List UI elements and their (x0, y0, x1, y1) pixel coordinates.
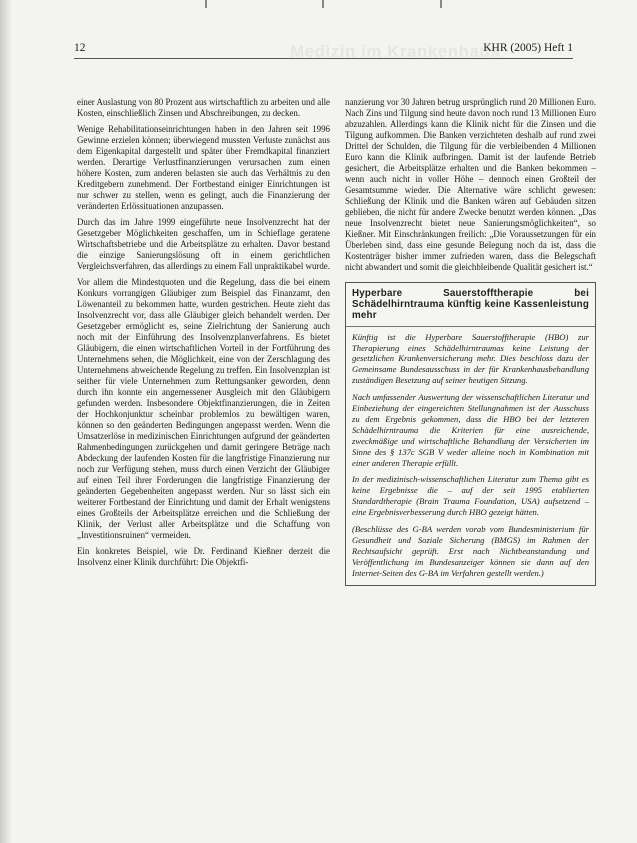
paragraph: Wenige Rehabilitationseinrichtungen haben in den Jahren seit 1996 Gewinne erzielen können; überwiegend mussten Verluste zunächst aus dem Eigenkapital dargestellt und später über Fremdkapital finanziert werden. Derartige Verlustfinanzierungen verursachen zum einen höhere Kosten, zum anderen belasten sie auch das Verhältnis zu den Kreditgebern zunehmend. Der Fortbestand einiger Einrichtungen ist nur schwer zu stellen, wenn es gelingt, auch die Finanzierung der veränderten Erlössituationen anzupassen. (77, 124, 330, 211)
scan-mark (322, 0, 324, 8)
box-paragraph: Künftig ist die Hyperbare Sauerstofftherapie (HBO) zur Therapierung eines Schädelhirntraumas keine Leistung der gesetzlichen Krankenversicherung mehr. Dies beschloss dazu der Gemeinsame Bundesausschuss in der für Krankenhausbehandlung zuständigen Besetzung auf seiner heutigen Sitzung. (352, 331, 589, 386)
sidebar-box-title: Hyperbare Sauerstofftherapie bei Schädelhirntrauma künftig keine Kassenleistung mehr (346, 283, 595, 327)
scan-edge-shadow (0, 0, 12, 843)
paragraph: nanzierung vor 30 Jahren betrug ursprünglich rund 20 Millionen Euro. Nach Zins und Tilgung sind heute davon noch rund 13 Millionen Euro abzuzahlen. Allerdings kann die Klinik nicht für die Zinsen und die Tilgung aufkommen. Die Banken verzichteten deshalb auf rund zwei Drittel der Schulden, die Tilgung für die verbleibenden 4 Millionen Euro kann die Klinik aufbringen. Damit ist der laufende Betrieb gesichert, die Arbeitsplätze erhalten und die Banken bekommen – wenn auch nicht in voller Höhe – dennoch einen Großteil der Gesamtsumme wieder. Die Alternative wäre schlicht gewesen: Schließung der Klinik und die Banken wären auf Gebäuden sitzen geblieben, die nicht für andere Zwecke benutzt werden können. „Das neue Insolvenzrecht bietet neue Sanierungsmöglichkeiten“, so Kießner. Mit Einschränkungen freilich: „Die Voraussetzungen für ein Überleben sind, dass eine gesunde Belegung noch da ist, dass die Kostenträger bisher immer zufrieden waren, dass die Belegschaft nicht abwandert und somit die gleichbleibende Qualität gesichert ist.“ (345, 97, 596, 272)
left-column (77, 97, 330, 573)
scan-mark (205, 0, 207, 8)
header-rule (74, 58, 573, 59)
box-paragraph: (Beschlüsse des G-BA werden vorab vom Bundesministerium für Gesundheit und Soziale Sicherung (BMGS) im Rahmen der Rechtsaufsicht geprüft. Erst nach Nichtbeanstandung und Veröffentlichung im Bundesanzeiger können sie dann auf den Internet-Seiten des G-BA im Verfahren gestellt werden.) (352, 524, 589, 578)
box-paragraph: Nach umfassender Auswertung der wissenschaftlichen Literatur und Einbeziehung der eingereichten Stellungnahmen ist der Ausschuss zu dem Ergebnis gekommen, dass die HBO bei der letzteren Schädelhirntrauma die Kriterien für eine ausreichende, zweckmäßige und wirtschaftliche Behandlung der Versicherten im Sinne des § 137c SGB V weder alleine noch in Kombination mit einer anderen Therapie erfüllt. (352, 392, 589, 468)
paragraph: Durch das im Jahre 1999 eingeführte neue Insolvenzrecht hat der Gesetzgeber Möglichkeiten geschaffen, um in Schieflage geratene Wirtschaftsbetriebe und die Arbeitsplätze zu erhalten. Davor bestand die einzige Sanierungslösung oft in einem gerichtlichen Vergleichsverfahren, das allerdings zu einem Fall unpraktikabel wurde. (77, 217, 330, 271)
journal-running-head: KHR (2005) Heft 1 (483, 42, 573, 54)
scan-mark (440, 0, 442, 8)
sidebar-box-body (346, 327, 595, 585)
paragraph: Vor allem die Mindestquoten und die Regelung, dass die bei einem Konkurs vorrangigen Gläubiger zum Beispiel das Finanzamt, den Löwenanteil zu bekommen hatte, wurden gestrichen. Heute zieht das Insolvenzrecht vor, dass alle Gläubiger gleich behandelt werden. Der Gesetzgeber ermöglicht es, seine Zielrichtung der Sanierung auch noch mit der Einführung des Insolvenzplanverfahrens. Es bietet Gläubigern, die einen wirtschaftlichen Vorteil in der Fortführung des Unternehmens sehen, die Möglichkeit, eine von der Zerschlagung des Unternehmens abweichende Regelung zu treffen. Ein Insolvenzplan ist seither für viele Unternehmen zum Rettungsanker geworden, denn durch ihn konnte ein angemessener Ausgleich mit den Gläubigern gefunden werden. Insbesondere Objektfinanzierungen, die in Zeiten der Hochkonjunktur scheinbar problemlos zu bewältigen waren, können so den geänderten Bedingungen angepasst werden. Wenn die Umsatzerlöse in medizinischen Einrichtungen aufgrund der geänderten Rahmenbedingungen zurückgehen und damit geringere Beträge nach Abdeckung der laufenden Kosten für die langfristige Finanzierung nur noch zur Verfügung stehen, muss durch einen Verzicht der Gläubiger auf einen Teil ihrer Forderungen die langfristige Finanzierung der geänderten Gegebenheiten angepasst werden. Nur so lässt sich ein weiterer Fortbestand der Einrichtung und damit der Erhalt wenigstens eines Großteils der Arbeitsplätze erreichen und die Schließung der Klinik, der Verlust aller Arbeitsplätze und die Schaffung von „Investitionsruinen“ vermeiden. (77, 277, 330, 540)
page-number: 12 (74, 42, 86, 54)
box-paragraph: In der medizinisch-wissenschaftlichen Literatur zum Thema gibt es keine Ergebnisse die – auf der seit 1995 etablierten Standardtherapie (Brain Trauma Foundation, USA) aufsetzend – eine Ergebnisverbesserung durch HBO gezeigt hätten. (352, 474, 589, 518)
paragraph: einer Auslastung von 80 Prozent aus wirtschaftlich zu arbeiten und alle Kosten, einschließlich Zinsen und Abschreibungen, zu decken. (77, 97, 330, 118)
show-through-title: Medizin im Krankenhaus (290, 42, 501, 61)
right-column (345, 97, 596, 586)
paragraph: Ein konkretes Beispiel, wie Dr. Ferdinand Kießner derzeit die Insolvenz einer Klinik durchführt: Die Objektfi- (77, 546, 330, 567)
sidebar-box (345, 282, 596, 586)
